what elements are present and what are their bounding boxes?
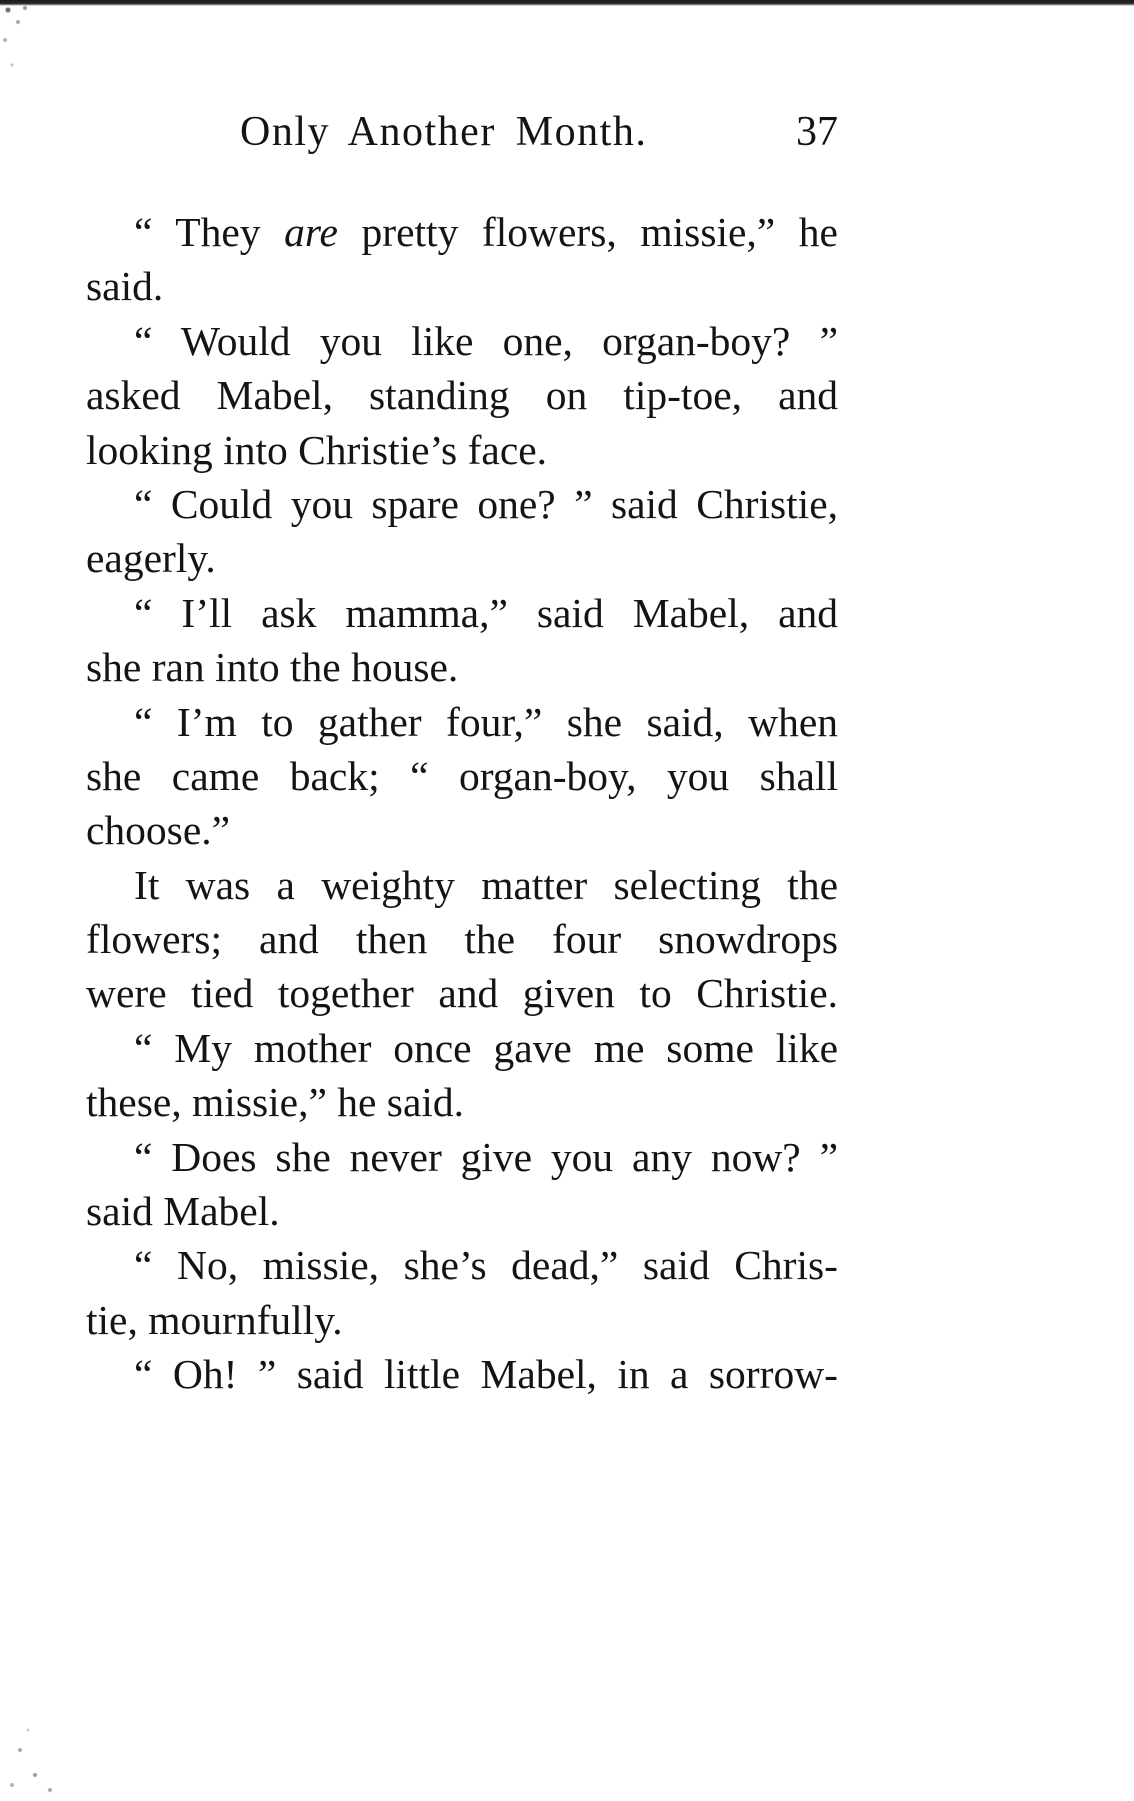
text-line: eagerly. — [86, 535, 216, 582]
text-line: “ My mother once gave me some like — [134, 1024, 838, 1071]
running-head-title: Only Another Month. — [240, 109, 648, 155]
text-line: “ Would you like one, organ-boy? ” — [134, 317, 838, 364]
text-line: It was a weighty matter selecting the — [134, 861, 838, 908]
text-line: looking into Christie’s face. — [86, 426, 548, 473]
text-line: “ No, missie, she’s dead,” said Chris- — [134, 1242, 838, 1289]
page-number: 37 — [796, 109, 838, 155]
text-line: said. — [86, 263, 164, 310]
page-edge — [0, 0, 1134, 6]
text-line: “ They are pretty flowers, missie,” he — [134, 209, 838, 255]
running-head — [240, 108, 838, 160]
text-line: choose.” — [86, 807, 231, 854]
text-line: these, missie,” he said. — [86, 1079, 465, 1126]
emphasis: are — [284, 209, 338, 255]
text-line: “ Does she never give you any now? ” — [134, 1133, 838, 1180]
text-line: said Mabel. — [86, 1188, 280, 1235]
text-line: “ I’ll ask mamma,” said Mabel, and — [134, 589, 838, 636]
text-line: she ran into the house. — [86, 644, 459, 691]
scan-speckle-bottom — [0, 1690, 70, 1801]
scan-speckle-top — [0, 0, 40, 110]
text-line: tie, mournfully. — [86, 1296, 343, 1343]
text-line: “ Could you spare one? ” said Christie, — [134, 480, 838, 527]
text-line: were tied together and given to Christie. — [86, 970, 838, 1017]
text-line: “ Oh! ” said little Mabel, in a sorrow- — [134, 1351, 838, 1398]
body-text — [86, 205, 838, 1402]
text-line: asked Mabel, standing on tip-toe, and — [86, 372, 838, 419]
text-line: she came back; “ organ-boy, you shall — [86, 752, 838, 799]
text-line: flowers; and then the four snowdrops — [86, 916, 838, 963]
text-line: “ I’m to gather four,” she said, when — [134, 698, 838, 745]
